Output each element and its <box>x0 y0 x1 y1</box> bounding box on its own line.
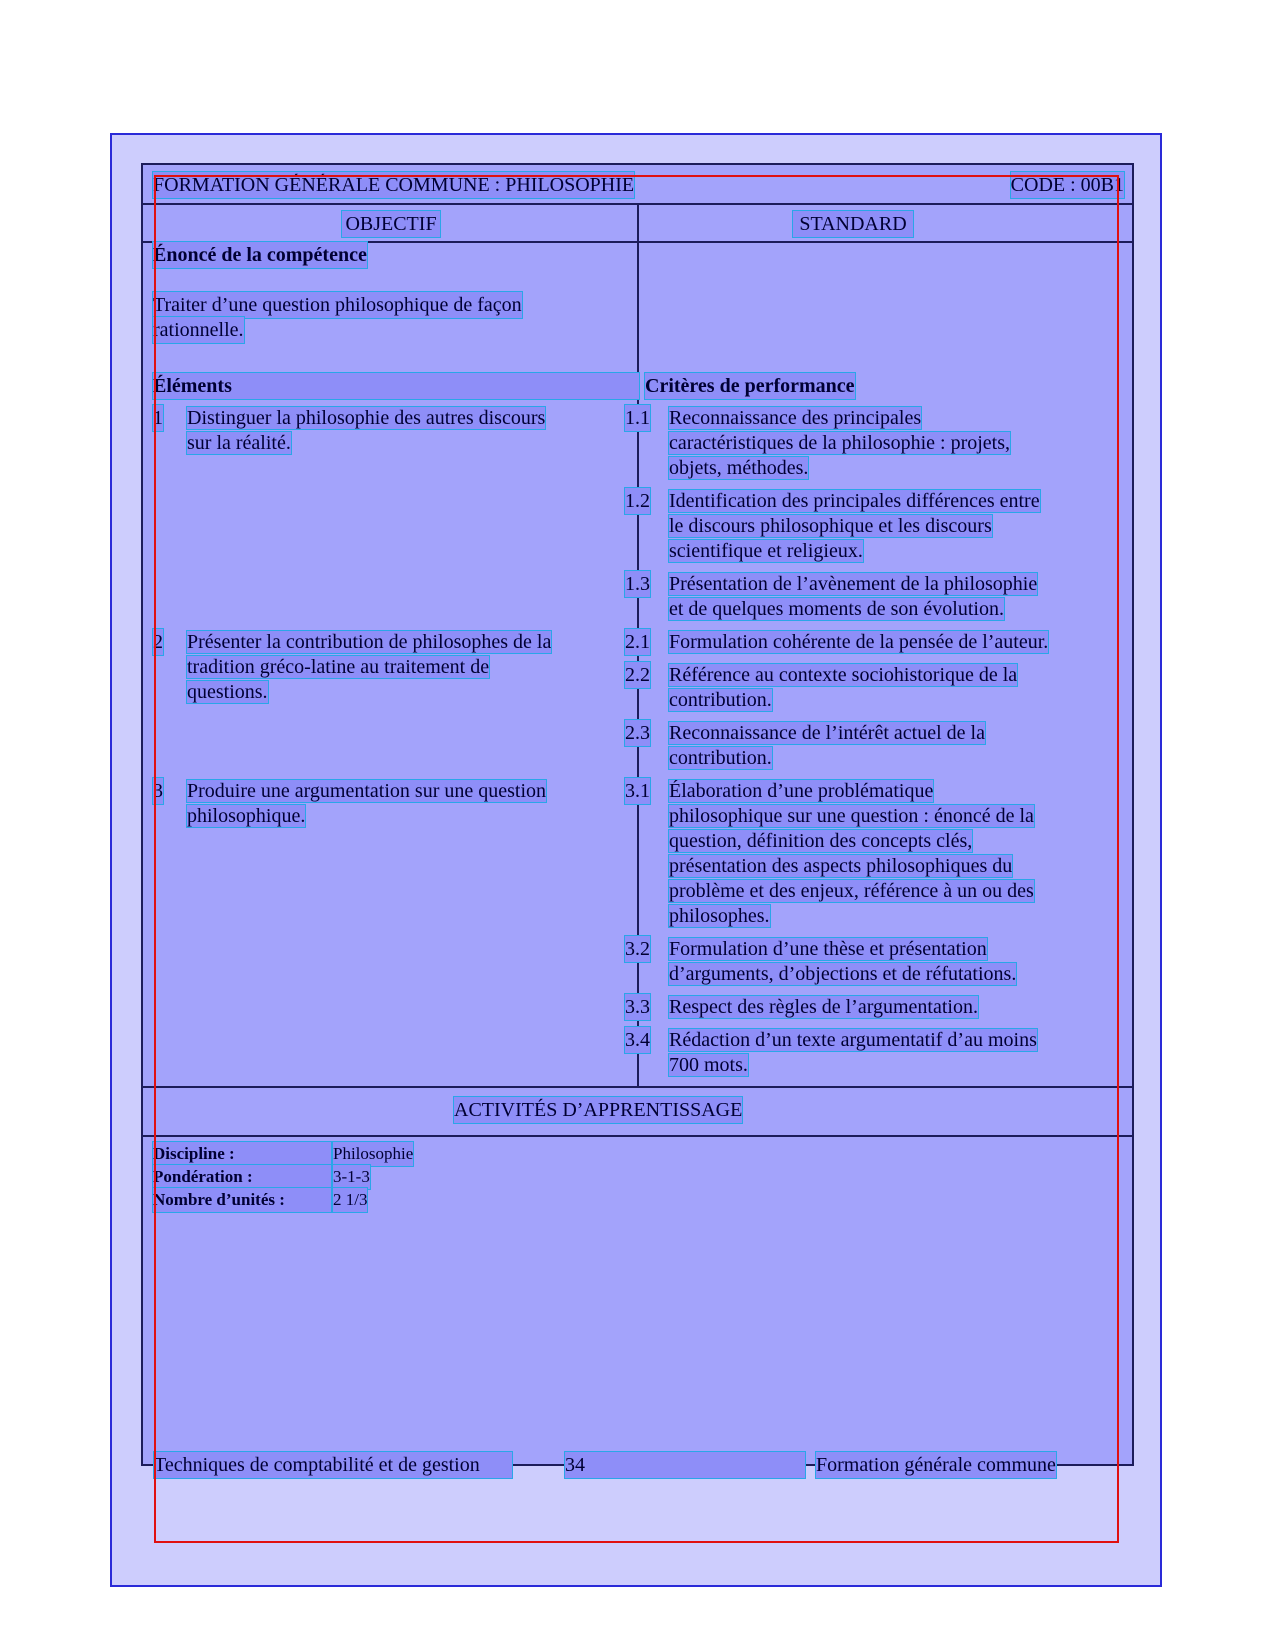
criteres-heading: Critères de performance <box>645 375 855 397</box>
critere-line: Élaboration d’une problématique <box>669 780 934 802</box>
element-number: 3 <box>153 780 163 802</box>
critere-text <box>669 994 978 1019</box>
critere-number: 3.2 <box>625 938 650 960</box>
critere-text <box>669 571 1037 621</box>
critere-line: contribution. <box>669 747 772 769</box>
critere-line: philosophique sur une question : énoncé de la <box>669 805 1034 827</box>
critere-line: Respect des règles de l’argumentation. <box>669 996 978 1018</box>
critere-number: 1.2 <box>625 490 650 512</box>
critere-line: problème et des enjeux, référence à un ou des <box>669 880 1034 902</box>
critere-line: et de quelques moments de son évolution. <box>669 598 1004 620</box>
critere-number: 1.3 <box>625 573 650 595</box>
critere-line: caractéristiques de la philosophie : projets, <box>669 432 1011 454</box>
critere-number: 3.3 <box>625 996 650 1018</box>
element-line: tradition gréco-latine au traitement de <box>187 656 490 678</box>
unites-value: 2 1/3 <box>333 1188 367 1212</box>
header-code: CODE : 00B1 <box>1010 174 1124 196</box>
critere-line: objets, méthodes. <box>669 457 809 479</box>
critere-text <box>669 488 1040 563</box>
element-number: 1 <box>153 407 163 429</box>
critere-line: Présentation de l’avènement de la philosophie <box>669 573 1038 595</box>
critere-number: 2.1 <box>625 631 650 653</box>
ponderation-label: Pondération : <box>153 1165 331 1189</box>
critere-text <box>669 629 1048 654</box>
critere-line: Référence au contexte sociohistorique de la <box>669 664 1018 686</box>
critere-line: contribution. <box>669 689 772 711</box>
elements-heading: Éléments <box>153 373 639 399</box>
footer-left: Techniques de comptabilité et de gestion <box>154 1452 512 1478</box>
element-number: 2 <box>153 631 163 653</box>
critere-line: Rédaction d’un texte argumentatif d’au moins <box>669 1029 1037 1051</box>
ponderation-value: 3-1-3 <box>333 1165 370 1189</box>
column-objectif: OBJECTIF <box>342 211 440 237</box>
critere-number: 2.3 <box>625 722 650 744</box>
competence-heading: Énoncé de la compétence <box>153 244 367 266</box>
unites-label: Nombre d’unités : <box>153 1188 331 1212</box>
activites-top-divider <box>143 1086 1132 1088</box>
critere-line: présentation des aspects philosophiques du <box>669 855 1013 877</box>
competence-line-2: rationnelle. <box>153 319 244 341</box>
critere-number: 3.4 <box>625 1029 650 1051</box>
critere-line: Formulation d’une thèse et présentation <box>669 938 987 960</box>
element-line: Présenter la contribution de philosophes de la <box>187 631 552 653</box>
activites-heading: ACTIVITÉS D’APPRENTISSAGE <box>454 1099 743 1121</box>
critere-text <box>669 936 1016 986</box>
element-line: Produire une argumentation sur une question <box>187 780 547 802</box>
critere-text <box>669 662 1017 712</box>
competency-table <box>141 163 1134 1466</box>
competence-line-1: Traiter d’une question philosophique de façon <box>153 294 522 316</box>
footer-right: Formation générale commune <box>816 1454 1056 1476</box>
element-text <box>187 778 546 828</box>
critere-text <box>669 405 1010 480</box>
document-page <box>110 133 1162 1587</box>
critere-line: question, définition des concepts clés, <box>669 830 973 852</box>
critere-number: 2.2 <box>625 664 650 686</box>
critere-text <box>669 720 985 770</box>
element-line: Distinguer la philosophie des autres discours <box>187 407 546 429</box>
footer-page: 34 <box>565 1452 805 1478</box>
critere-line: Reconnaissance de l’intérêt actuel de la <box>669 722 985 744</box>
critere-line: philosophes. <box>669 905 770 927</box>
critere-text <box>669 1027 1037 1077</box>
critere-line: Identification des principales différences entre <box>669 490 1040 512</box>
element-text <box>187 405 545 455</box>
discipline-value: Philosophie <box>333 1142 413 1166</box>
critere-line: le discours philosophique et les discours <box>669 515 992 537</box>
critere-line: 700 mots. <box>669 1054 748 1076</box>
discipline-label: Discipline : <box>153 1142 331 1166</box>
element-line: philosophique. <box>187 805 306 827</box>
element-line: sur la réalité. <box>187 432 291 454</box>
critere-line: scientifique et religieux. <box>669 540 863 562</box>
activites-bottom-divider <box>143 1135 1132 1137</box>
header-title: FORMATION GÉNÉRALE COMMUNE : PHILOSOPHIE <box>153 174 635 196</box>
element-text <box>187 629 551 704</box>
critere-number: 3.1 <box>625 780 650 802</box>
critere-line: d’arguments, d’objections et de réfutations. <box>669 963 1017 985</box>
critere-number: 1.1 <box>625 407 650 429</box>
element-line: questions. <box>187 681 268 703</box>
critere-line: Formulation cohérente de la pensée de l’auteur. <box>669 631 1049 653</box>
column-standard: STANDARD <box>793 211 913 237</box>
critere-line: Reconnaissance des principales <box>669 407 922 429</box>
critere-text <box>669 778 1034 928</box>
